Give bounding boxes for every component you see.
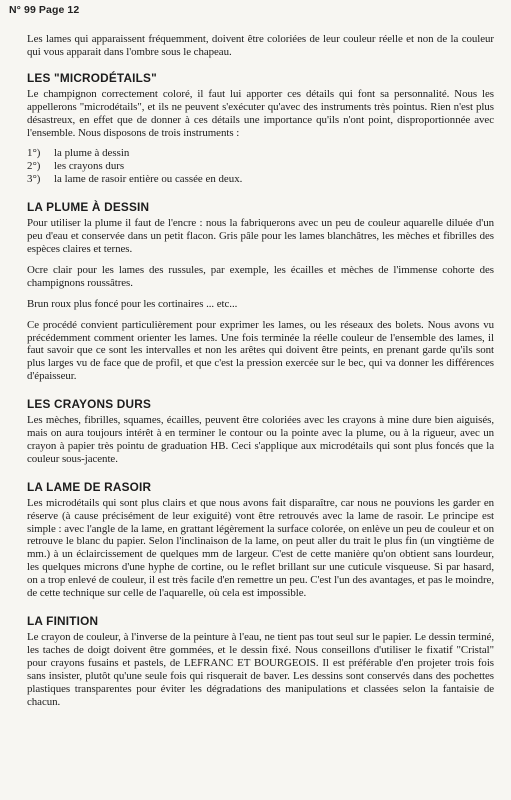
section-finition xyxy=(27,614,494,708)
section-lame-de-rasoir xyxy=(27,480,494,600)
list-item-text: la plume à dessin xyxy=(54,147,130,160)
list-item-number: 3°) xyxy=(27,173,41,186)
page-header: N° 99 Page 12 xyxy=(9,4,80,16)
section-paragraph: Ocre clair pour les lames des russules, par exemple, les écailles et mèches de l'immense cohorte des champignons roussâtres. xyxy=(27,263,494,289)
list-item xyxy=(27,160,494,173)
section-heading: LA PLUME À DESSIN xyxy=(27,200,150,215)
section-heading: LES CRAYONS DURS xyxy=(27,397,152,412)
section-paragraph: Brun roux plus foncé pour les cortinaires ... etc... xyxy=(27,297,238,310)
instrument-list xyxy=(27,147,494,186)
section-paragraph: Pour utiliser la plume il faut de l'encre : nous la fabriquerons avec un peu de couleur aquarelle diluée d'un peu d'eau et conservée dans un petit flacon. Gris pâle pour les lames blanchâtres, les mèches et fibrilles des espèces claires et ternes. xyxy=(27,217,494,255)
list-item-text: les crayons durs xyxy=(54,160,125,173)
article-body xyxy=(27,11,494,708)
section-paragraph: Ce procédé convient particulièrement pour exprimer les lames, ou les réseaux des bolets. Nous avons vu précédemment comment orienter les lames. Une fois terminée la réelle couleur de l'ensemble des lames, il faut savoir que ce sont les intervalles et non les arêtes qui doivent être peints, en prenant garde qu'ils sont plus larges vu de face que de profil, et que c'est la pression exercée sur le bec, qui va donner les différences d'épaisseur. xyxy=(27,318,494,383)
section-microdetails xyxy=(27,71,494,186)
section-paragraph: Les mèches, fibrilles, squames, écailles, peuvent être coloriées avec les crayons à mine dure bien aiguisés, mais on aura toujours intérêt à en terminer le contour ou la pointe avec la plume, ou à la rigueur, avec un crayon à papier très pointu de graduation HB. Ceci s'applique aux microdétails qui sont plus foncés que la couleur sous-jacente. xyxy=(27,414,494,465)
section-paragraph: Le crayon de couleur, à l'inverse de la peinture à l'eau, ne tient pas tout seul sur le papier. Le dessin terminé, les taches de doigt doivent être gommées, et le dessin fixé. Nous conseillons d'utiliser le fixatif "Cristal" pour crayons fusains et pastels, de LEFRANC ET BOURGEOIS. Il est préférable d'en projeter trois fois sans insister, plutôt qu'une seule fois qui risquerait de baver. Les dessins sont conservés dans des pochettes plastiques transparentes pour éviter les dégradations des manipulations et classées selon la fantaisie de chacun. xyxy=(27,631,494,708)
section-plume-a-dessin xyxy=(27,200,494,383)
section-heading: LA FINITION xyxy=(27,614,99,628)
section-paragraph: Le champignon correctement coloré, il faut lui apporter ces détails qui font sa personnalité. Nous les appellerons "microdétails", et ils ne peuvent s'exécuter qu'avec des instruments très pointus. Rien n'est plus désastreux, en effet que de donner à ces détails une importance qu'ils n'ont point, disproportionnée avec l'ensemble. Nous disposons de trois instruments : xyxy=(27,87,494,139)
list-item-number: 2°) xyxy=(27,160,41,173)
section-heading: LES "MICRODÉTAILS" xyxy=(27,70,157,85)
list-item-text: la lame de rasoir entière ou cassée en deux. xyxy=(54,173,243,186)
list-item xyxy=(27,147,494,160)
section-crayons-durs xyxy=(27,397,494,466)
intro-paragraph: Les lames qui apparaissent fréquemment, doivent être coloriées de leur couleur réelle et non de la couleur qui vous apparait dans l'ombre sous le chapeau. xyxy=(27,33,494,58)
section-paragraph: Les microdétails qui sont plus clairs et que nous avons fait disparaître, car nous ne pouvions les garder en réserve (à cause précisément de leur exiguité) vont être retrouvés avec la lame de rasoir. Le principe est simple : avec l'angle de la lame, en grattant légèrement la surface colorée, on enlève un peu de couleur et on retrouve le blanc du papier. Selon l'inclinaison de la lame, on peut aller du trait le plus fin (un vingtième de mm.) à un éclaircissement de quelques mm de largeur. C'est de cette manière qu'on obtient sans lourdeur, les quelques microns d'une hyphe de cortine, ou le reflet brillant sur une cuticule visqueuse. Si par hasard, on a trop enlevé de couleur, il est très facile d'en remettre un peu. C'est l'un des avantages, et pas le moindre, de cette technique sur celle de l'aquarelle, où cela est impossible. xyxy=(27,496,494,600)
section-heading: LA LAME DE RASOIR xyxy=(27,479,152,494)
list-item-number: 1°) xyxy=(27,147,41,160)
list-item xyxy=(27,173,494,186)
